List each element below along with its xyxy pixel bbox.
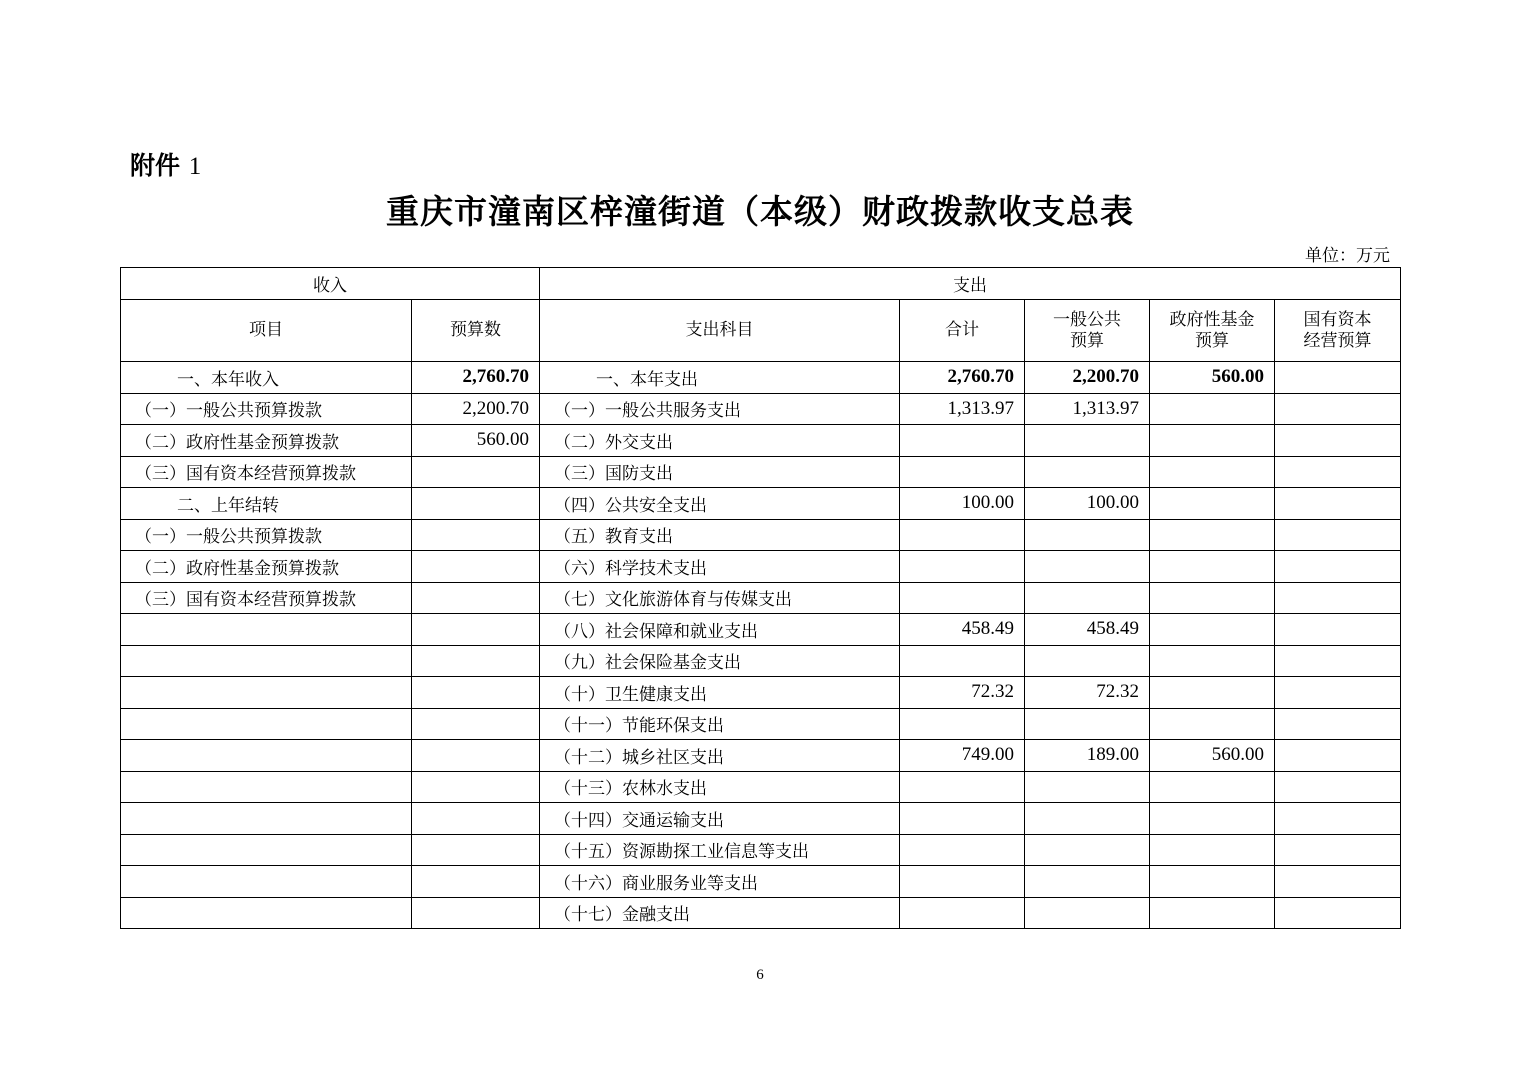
- cell-general: [1025, 645, 1150, 677]
- cell-total: [900, 834, 1025, 866]
- cell-fund: [1150, 393, 1275, 425]
- table-row: [121, 488, 1401, 520]
- cell-general: [1025, 582, 1150, 614]
- cell-budget: [412, 866, 540, 898]
- cell-budget: [412, 645, 540, 677]
- cell-fund: 560.00: [1150, 740, 1275, 772]
- cell-budget: [412, 803, 540, 835]
- table-row: [121, 708, 1401, 740]
- cell-state: [1275, 834, 1401, 866]
- header-general: [1025, 300, 1150, 362]
- cell-subject: （七）文化旅游体育与传媒支出: [540, 582, 900, 614]
- cell-total: [900, 897, 1025, 929]
- cell-total: 1,313.97: [900, 393, 1025, 425]
- cell-subject: （十二）城乡社区支出: [540, 740, 900, 772]
- cell-fund: [1150, 425, 1275, 457]
- cell-state: [1275, 393, 1401, 425]
- cell-general: [1025, 834, 1150, 866]
- attachment-label-text: 附件: [130, 151, 181, 180]
- table-row: [121, 897, 1401, 929]
- cell-item: [121, 708, 412, 740]
- cell-item: [121, 740, 412, 772]
- cell-state: [1275, 645, 1401, 677]
- cell-item: （一）一般公共预算拨款: [121, 393, 412, 425]
- cell-state: [1275, 425, 1401, 457]
- cell-subject: （四）公共安全支出: [540, 488, 900, 520]
- cell-general: [1025, 771, 1150, 803]
- table-row: [121, 614, 1401, 646]
- header-expense: 支出: [540, 268, 1401, 300]
- cell-state: [1275, 456, 1401, 488]
- cell-state: [1275, 740, 1401, 772]
- cell-fund: [1150, 771, 1275, 803]
- cell-fund: [1150, 866, 1275, 898]
- cell-subject: （十）卫生健康支出: [540, 677, 900, 709]
- cell-total: [900, 803, 1025, 835]
- cell-state: [1275, 866, 1401, 898]
- cell-item: [121, 614, 412, 646]
- cell-state: [1275, 897, 1401, 929]
- table-row: [121, 803, 1401, 835]
- table-row: [121, 425, 1401, 457]
- cell-budget: 560.00: [412, 425, 540, 457]
- cell-item: [121, 677, 412, 709]
- cell-subject: （八）社会保障和就业支出: [540, 614, 900, 646]
- cell-general: 189.00: [1025, 740, 1150, 772]
- cell-fund: [1150, 519, 1275, 551]
- cell-fund: [1150, 803, 1275, 835]
- header-item: 项目: [121, 300, 412, 362]
- cell-total: [900, 425, 1025, 457]
- cell-general: 458.49: [1025, 614, 1150, 646]
- cell-budget: [412, 551, 540, 583]
- cell-subject: （十五）资源勘探工业信息等支出: [540, 834, 900, 866]
- cell-total: 2,760.70: [900, 362, 1025, 394]
- cell-total: [900, 866, 1025, 898]
- cell-fund: [1150, 708, 1275, 740]
- cell-total: [900, 645, 1025, 677]
- cell-budget: [412, 488, 540, 520]
- cell-budget: [412, 456, 540, 488]
- cell-fund: [1150, 614, 1275, 646]
- header-fund-line2: 预算: [1195, 330, 1229, 351]
- table-row: [121, 834, 1401, 866]
- header-subject: 支出科目: [540, 300, 900, 362]
- cell-subject: 一、本年支出: [540, 362, 900, 394]
- table-row: [121, 645, 1401, 677]
- cell-state: [1275, 614, 1401, 646]
- header-fund: [1150, 300, 1275, 362]
- cell-subject: （十六）商业服务业等支出: [540, 866, 900, 898]
- cell-total: [900, 708, 1025, 740]
- cell-state: [1275, 771, 1401, 803]
- cell-budget: [412, 582, 540, 614]
- cell-state: [1275, 551, 1401, 583]
- table-row: [121, 866, 1401, 898]
- header-income: 收入: [121, 268, 540, 300]
- cell-item: [121, 803, 412, 835]
- budget-summary-table: [120, 267, 1401, 929]
- cell-state: [1275, 519, 1401, 551]
- cell-subject: （十七）金融支出: [540, 897, 900, 929]
- cell-subject: （六）科学技术支出: [540, 551, 900, 583]
- attachment-label: [130, 146, 201, 182]
- cell-item: （二）政府性基金预算拨款: [121, 551, 412, 583]
- table-row: [121, 582, 1401, 614]
- cell-budget: [412, 834, 540, 866]
- cell-general: [1025, 866, 1150, 898]
- cell-general: [1025, 708, 1150, 740]
- cell-budget: [412, 897, 540, 929]
- cell-fund: [1150, 488, 1275, 520]
- cell-state: [1275, 708, 1401, 740]
- header-state-line2: 经营预算: [1303, 330, 1372, 351]
- table-row: [121, 771, 1401, 803]
- unit-label: 单位：万元: [1305, 246, 1390, 266]
- cell-item: [121, 834, 412, 866]
- cell-total: 749.00: [900, 740, 1025, 772]
- cell-fund: [1150, 897, 1275, 929]
- cell-subject: （十四）交通运输支出: [540, 803, 900, 835]
- cell-total: [900, 519, 1025, 551]
- header-state-line1: 国有资本: [1303, 309, 1372, 330]
- cell-budget: [412, 708, 540, 740]
- header-row-groups: [121, 268, 1401, 300]
- cell-subject: （一）一般公共服务支出: [540, 393, 900, 425]
- table-row: [121, 456, 1401, 488]
- cell-total: 458.49: [900, 614, 1025, 646]
- cell-total: [900, 456, 1025, 488]
- table-row: [121, 519, 1401, 551]
- cell-item: （三）国有资本经营预算拨款: [121, 456, 412, 488]
- cell-general: [1025, 425, 1150, 457]
- cell-fund: [1150, 582, 1275, 614]
- page-number: 6: [756, 967, 764, 983]
- cell-total: [900, 771, 1025, 803]
- cell-budget: [412, 519, 540, 551]
- header-fund-line1: 政府性基金: [1169, 309, 1255, 330]
- cell-general: [1025, 456, 1150, 488]
- page-title: 重庆市潼南区梓潼街道（本级）财政拨款收支总表: [386, 192, 1134, 231]
- cell-subject: （九）社会保险基金支出: [540, 645, 900, 677]
- cell-general: [1025, 519, 1150, 551]
- cell-general: [1025, 803, 1150, 835]
- table-row: [121, 393, 1401, 425]
- cell-item: [121, 645, 412, 677]
- cell-budget: 2,200.70: [412, 393, 540, 425]
- cell-budget: [412, 677, 540, 709]
- cell-fund: [1150, 551, 1275, 583]
- cell-general: [1025, 551, 1150, 583]
- cell-subject: （三）国防支出: [540, 456, 900, 488]
- cell-subject: （五）教育支出: [540, 519, 900, 551]
- cell-total: 72.32: [900, 677, 1025, 709]
- header-budget: 预算数: [412, 300, 540, 362]
- header-general-line2: 预算: [1070, 330, 1104, 351]
- cell-general: 1,313.97: [1025, 393, 1150, 425]
- cell-item: [121, 866, 412, 898]
- table-row: [121, 362, 1401, 394]
- header-row-columns: [121, 300, 1401, 362]
- cell-general: 100.00: [1025, 488, 1150, 520]
- cell-item: （二）政府性基金预算拨款: [121, 425, 412, 457]
- cell-subject: （十一）节能环保支出: [540, 708, 900, 740]
- cell-total: 100.00: [900, 488, 1025, 520]
- header-state: [1275, 300, 1401, 362]
- cell-fund: [1150, 456, 1275, 488]
- cell-budget: 2,760.70: [412, 362, 540, 394]
- cell-state: [1275, 803, 1401, 835]
- cell-item: [121, 771, 412, 803]
- cell-fund: [1150, 677, 1275, 709]
- cell-budget: [412, 771, 540, 803]
- cell-item: [121, 897, 412, 929]
- cell-state: [1275, 488, 1401, 520]
- cell-item: 一、本年收入: [121, 362, 412, 394]
- header-general-line1: 一般公共: [1053, 309, 1121, 330]
- cell-general: 2,200.70: [1025, 362, 1150, 394]
- cell-state: [1275, 362, 1401, 394]
- cell-subject: （十三）农林水支出: [540, 771, 900, 803]
- cell-item: 二、上年结转: [121, 488, 412, 520]
- cell-item: （一）一般公共预算拨款: [121, 519, 412, 551]
- cell-total: [900, 582, 1025, 614]
- cell-total: [900, 551, 1025, 583]
- cell-general: [1025, 897, 1150, 929]
- attachment-number: 1: [188, 153, 202, 180]
- table-row: [121, 677, 1401, 709]
- cell-subject: （二）外交支出: [540, 425, 900, 457]
- cell-item: （三）国有资本经营预算拨款: [121, 582, 412, 614]
- cell-fund: [1150, 645, 1275, 677]
- header-total: 合计: [900, 300, 1025, 362]
- table-row: [121, 740, 1401, 772]
- cell-state: [1275, 582, 1401, 614]
- cell-budget: [412, 740, 540, 772]
- table-row: [121, 551, 1401, 583]
- cell-budget: [412, 614, 540, 646]
- cell-general: 72.32: [1025, 677, 1150, 709]
- cell-fund: 560.00: [1150, 362, 1275, 394]
- cell-state: [1275, 677, 1401, 709]
- cell-fund: [1150, 834, 1275, 866]
